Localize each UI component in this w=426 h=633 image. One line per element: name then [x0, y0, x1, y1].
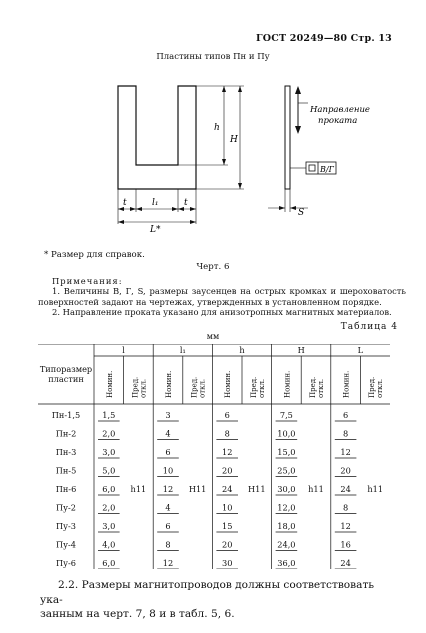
table-corner-header-2: пластин — [48, 374, 84, 384]
table-cell: 20 — [221, 465, 233, 476]
table-cell: 18,0 — [277, 521, 296, 531]
dim-t-right-label: t — [184, 198, 188, 208]
table-subheader-tolerance-2: откл. — [317, 378, 325, 398]
table-subheader-tolerance-1: Пред. — [131, 376, 140, 398]
dim-t-left-label: t — [123, 198, 127, 208]
table-subheader-tolerance-2: откл. — [198, 378, 207, 398]
table-tolerance-value: H11 — [248, 484, 266, 494]
table-cell: 12,0 — [277, 502, 296, 513]
table-row-name: Пу-4 — [56, 539, 76, 550]
table-cell: 2,0 — [102, 502, 116, 513]
side-view-plate — [285, 86, 290, 189]
footer-paragraph — [40, 578, 400, 622]
table-cell: 10 — [221, 502, 233, 513]
table-subheader-nominal: Номин. — [105, 370, 114, 398]
table-cell: 7,5 — [279, 410, 293, 420]
table-cell: 12 — [340, 447, 351, 457]
table-cell: 3,0 — [102, 521, 116, 531]
table-cell: 24 — [221, 484, 233, 494]
table-cell: 3,0 — [102, 447, 116, 457]
figure-title: Пластины типов Пн и Пу — [156, 52, 270, 62]
table-cell: 10 — [162, 465, 174, 476]
table-cell: 6 — [165, 447, 171, 457]
table-cell: 8 — [342, 428, 349, 439]
table-cell: 12 — [221, 447, 233, 457]
table-group-header: l — [122, 345, 125, 355]
dim-L-label: L* — [150, 225, 161, 235]
figure-caption: Черт. 6 — [196, 262, 230, 272]
table-cell: 4 — [165, 428, 171, 439]
table-subheader-nominal: Номин. — [224, 370, 233, 398]
table-cell: 6,0 — [102, 558, 116, 568]
note-item-2: 2. Направление проката указано для анизотропных магнитных материалов. — [52, 307, 392, 318]
table-subheader-nominal: Номин. — [283, 370, 292, 398]
table-cell: 2,0 — [102, 428, 116, 439]
table-unit: мм — [206, 332, 220, 341]
table-subheader-nominal: Номин. — [342, 370, 351, 398]
table-cell: 4 — [165, 502, 171, 513]
table-subheader-nominal: Номин. — [165, 370, 173, 398]
table-subheader-tolerance-1: Пред. — [190, 376, 199, 398]
table-cell: 20 — [340, 465, 351, 476]
table-cell: 24 — [340, 484, 351, 494]
table-cell: 10,0 — [277, 428, 296, 439]
table-cell: 30,0 — [277, 484, 296, 494]
table-cell: 15 — [221, 521, 233, 531]
note-item-1: 1. Величины B, Г, S, размеры заусенцев на острых кромках и шероховатость поверхностей задают на чертежах, утвержденных в установленном порядке. — [38, 286, 406, 307]
dim-l1-label: l₁ — [152, 198, 159, 208]
table-corner-header-1: Типоразмер — [39, 364, 93, 374]
table-cell: 16 — [340, 539, 351, 550]
page-header: ГОСТ 20249—80 Стр. 13 — [256, 33, 392, 44]
table-cell: 15,0 — [277, 447, 296, 457]
table-row-name: Пн-5 — [55, 465, 77, 476]
table-cell: 8 — [224, 428, 230, 439]
table-cell: 24 — [340, 558, 351, 568]
table-cell: 12 — [162, 558, 174, 568]
table-cell: 12 — [340, 521, 351, 531]
table-tolerance-value: H11 — [188, 484, 207, 494]
table-cell: 6 — [224, 410, 230, 420]
table-cell: 8 — [342, 502, 349, 513]
table-tolerance-value: h11 — [130, 484, 147, 494]
table-group-header: l₁ — [179, 345, 186, 355]
table-subheader-tolerance-2: откл. — [257, 378, 266, 398]
table-title: Таблица 4 — [340, 322, 398, 332]
table-row-name: Пу-2 — [56, 502, 76, 513]
table-row-name: Пн-6 — [55, 484, 77, 494]
technical-drawing — [0, 0, 426, 250]
dim-S-label: S — [298, 208, 305, 218]
notes-block — [38, 276, 406, 318]
table-cell: 24,0 — [277, 539, 296, 550]
table-cell: 8 — [165, 539, 171, 550]
table-cell: 20 — [221, 539, 233, 550]
table-subheader-tolerance-1: Пред. — [368, 376, 377, 398]
table-cell: 4,0 — [102, 539, 116, 550]
footer-line-2: занным на черт. 7, 8 и в табл. 5, 6. — [40, 608, 235, 620]
table-tolerance-value: h11 — [367, 484, 384, 494]
table-row-name: Пу-6 — [56, 558, 76, 568]
tolerance-label: B/Г — [320, 165, 334, 174]
table-cell: 36,0 — [277, 558, 296, 568]
dim-h-label: h — [214, 123, 220, 133]
plate-outline — [118, 86, 196, 189]
table-cell: 12 — [162, 484, 174, 494]
table-cell: 25,0 — [277, 465, 296, 476]
table-cell: 30 — [221, 558, 233, 568]
table-tolerance-value: h11 — [308, 484, 324, 494]
table-cell: 3 — [165, 410, 171, 420]
table-cell: 1,5 — [102, 410, 116, 420]
table-group-header: H — [297, 345, 305, 355]
table-row-name: Пн-3 — [55, 447, 77, 457]
direction-label-2: проката — [318, 116, 358, 126]
table-subheader-tolerance-1: Пред. — [249, 376, 258, 398]
table-cell: 6 — [165, 521, 171, 531]
table-group-header: L — [357, 345, 364, 355]
table-row-name: Пн-2 — [55, 428, 77, 439]
table-cell: 5,0 — [102, 465, 116, 476]
table-subheader-tolerance-2: откл. — [139, 378, 148, 398]
dim-H-label: H — [230, 135, 238, 145]
footer-line-1: 2.2. Размеры магнитопроводов должны соответствовать ука- — [40, 579, 375, 606]
table-cell: 6 — [342, 410, 349, 420]
table-row-name: Пн-1,5 — [51, 410, 81, 420]
table-cell: 6,0 — [102, 484, 116, 494]
notes-heading: Примечания: — [52, 276, 123, 286]
table-group-header: h — [239, 345, 245, 355]
table-row-name: Пу-3 — [56, 521, 76, 531]
direction-label-1: Направление — [310, 105, 370, 115]
figure-footnote: * Размер для справок. — [44, 250, 145, 260]
data-table — [38, 344, 392, 569]
table-subheader-tolerance-2: откл. — [376, 378, 385, 398]
table-subheader-tolerance-1: Пред. — [309, 376, 317, 398]
